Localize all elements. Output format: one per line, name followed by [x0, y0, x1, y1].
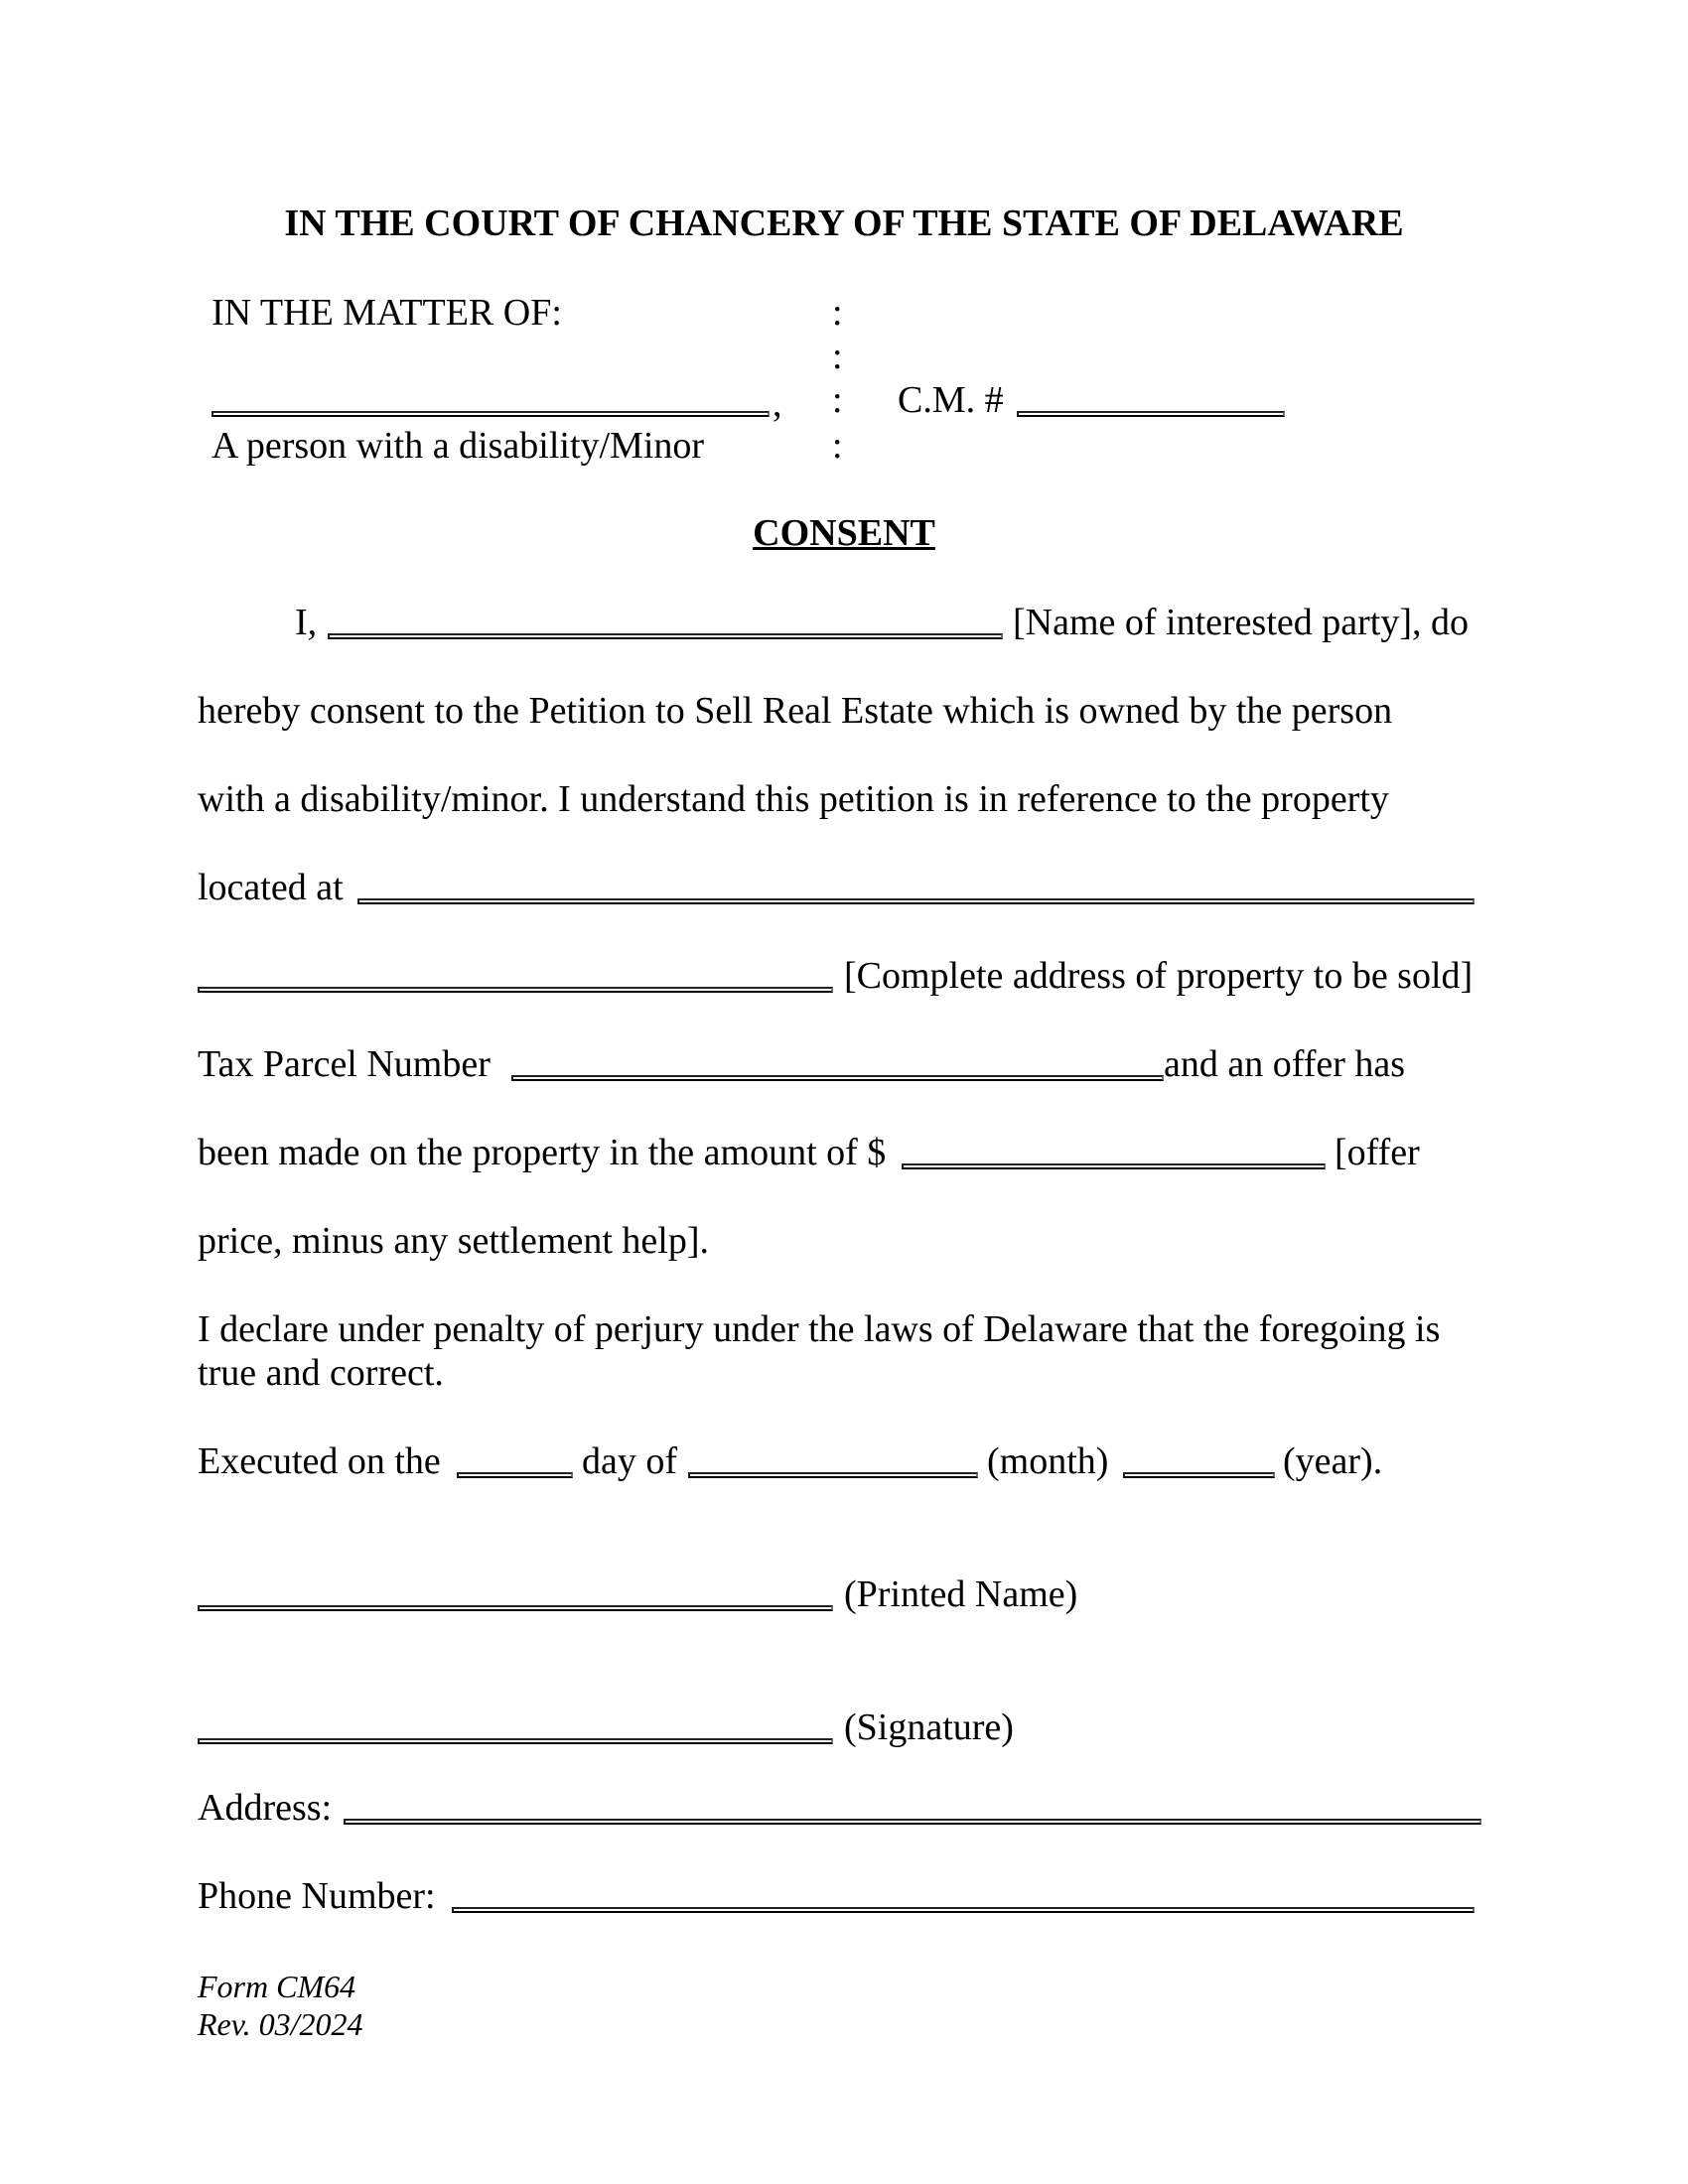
cm-label: C.M. #: [898, 379, 1004, 421]
form-revision: Rev. 03/2024: [198, 2006, 363, 2042]
declaration-line-1: I declare under penalty of perjury under the laws of Delaware that the foregoing is: [198, 1308, 1441, 1350]
party-label: A person with a disability/Minor: [211, 425, 705, 467]
declaration-line-2: true and correct.: [198, 1352, 444, 1394]
caption-colon: :: [832, 336, 843, 377]
property-address-field-1[interactable]: [357, 898, 1475, 904]
body-line-3: with a disability/minor. I understand this petition is in reference to the property: [198, 778, 1389, 820]
body-last-line: price, minus any settlement help].: [198, 1220, 709, 1262]
executed-day-field[interactable]: [457, 1472, 573, 1478]
executed-label: Executed on the: [198, 1440, 441, 1482]
printed-name-label: (Printed Name): [844, 1573, 1078, 1615]
body-i: I,: [295, 602, 318, 643]
name-hint: [Name of interested party], do: [1013, 602, 1469, 643]
tax-parcel-label: Tax Parcel Number: [198, 1043, 491, 1085]
consent-heading: CONSENT: [753, 512, 935, 554]
year-label: (year).: [1283, 1440, 1383, 1482]
phone-label: Phone Number:: [198, 1875, 436, 1917]
day-of-label: day of: [582, 1440, 678, 1482]
address-label: Address:: [198, 1787, 333, 1829]
address-field[interactable]: [344, 1819, 1481, 1825]
address-hint: [Complete address of property to be sold]: [844, 955, 1474, 997]
body-line-2: hereby consent to the Petition to Sell Real Estate which is owned by the person: [198, 690, 1393, 732]
signature-label: (Signature): [844, 1706, 1014, 1748]
amount-label: been made on the property in the amount of $: [198, 1132, 887, 1173]
offer-has-text: and an offer has: [1164, 1043, 1406, 1085]
executed-year-field[interactable]: [1123, 1472, 1275, 1478]
caption-colon: :: [832, 425, 843, 467]
person-name-field[interactable]: [211, 411, 770, 417]
printed-name-field[interactable]: [198, 1605, 833, 1611]
cm-number-field[interactable]: [1017, 411, 1285, 417]
executed-month-field[interactable]: [688, 1472, 978, 1478]
interested-party-name-field[interactable]: [328, 633, 1003, 639]
tax-parcel-field[interactable]: [511, 1075, 1164, 1081]
form-id: Form CM64: [198, 1969, 356, 2004]
caption-comma: ,: [773, 383, 782, 425]
caption-colon: :: [832, 292, 843, 334]
matter-label: IN THE MATTER OF:: [211, 292, 562, 334]
caption-colon: :: [832, 379, 843, 421]
offer-amount-field[interactable]: [902, 1163, 1326, 1169]
phone-field[interactable]: [452, 1907, 1475, 1913]
offer-hint: [offer: [1335, 1132, 1420, 1173]
month-label: (month): [987, 1440, 1109, 1482]
located-at-label: located at: [198, 867, 344, 908]
property-address-field-2[interactable]: [198, 987, 833, 993]
signature-field[interactable]: [198, 1738, 833, 1744]
court-title: IN THE COURT OF CHANCERY OF THE STATE OF DELAWARE: [284, 203, 1404, 244]
